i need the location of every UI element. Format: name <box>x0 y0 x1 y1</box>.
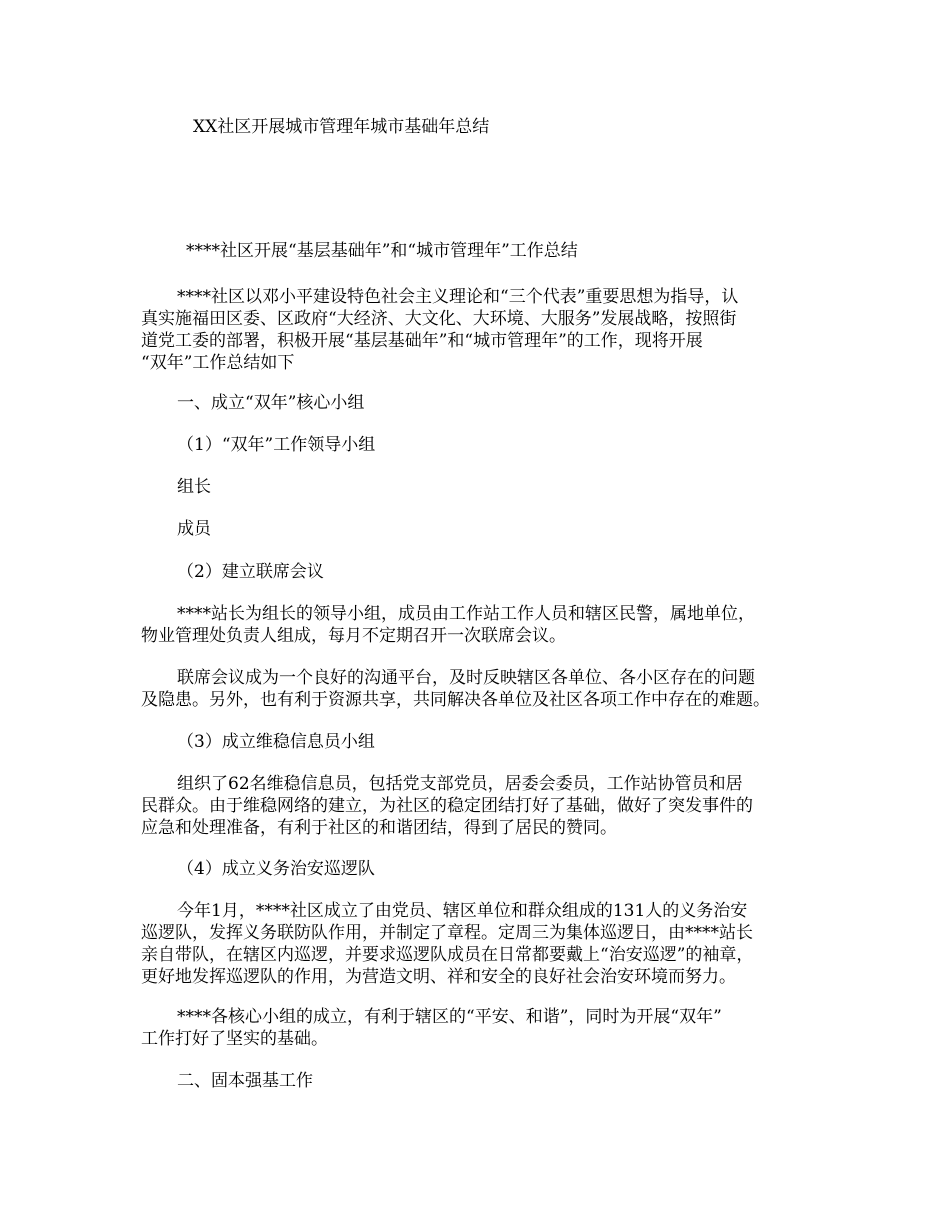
leader-label: 组长 <box>177 477 211 497</box>
paragraph-line: 更好地发挥巡逻队的作用，为营造文明、祥和安全的良好社会治安环境而努力。 <box>141 967 736 987</box>
paragraph-line: 民群众。由于维稳网络的建立，为社区的稳定团结打好了基础，做好了突发事件的 <box>141 796 753 816</box>
paragraph-line: 巡逻队，发挥义务联防队作用，并制定了章程。定周三为集体巡逻日，由****站长 <box>141 923 753 943</box>
subsection-heading-3: （3）成立维稳信息员小组 <box>177 732 375 752</box>
section-heading-2: 二、固本强基工作 <box>177 1071 313 1091</box>
paragraph-line: ****站长为组长的领导小组，成员由工作站工作人员和辖区民警，属地单位， <box>177 604 755 624</box>
paragraph-line: 应急和处理准备，有利于社区的和谐团结，得到了居民的赞同。 <box>141 818 617 838</box>
paragraph-line: 物业管理处负责人组成，每月不定期召开一次联席会议。 <box>141 626 566 646</box>
subsection-heading-1: （1）“双年”工作领导小组 <box>177 435 376 455</box>
paragraph-line: 亲自带队，在辖区内巡逻，并要求巡逻队成员在日常都要戴上“治安巡逻”的袖章， <box>141 945 754 965</box>
meeting-paragraph <box>141 603 831 647</box>
paragraph-line: 真实施福田区委、区政府“大经济、大文化、大环境、大服务”发展战略，按照街 <box>141 309 737 329</box>
summary-paragraph <box>141 1006 831 1050</box>
member-label: 成员 <box>177 519 211 539</box>
intro-paragraph <box>141 286 831 374</box>
stability-paragraph <box>141 773 831 839</box>
paragraph-line: 今年1月，****社区成立了由党员、辖区单位和群众组成的131人的义务治安 <box>177 901 748 921</box>
document-title: XX社区开展城市管理年城市基础年总结 <box>193 117 490 137</box>
platform-paragraph <box>141 667 831 711</box>
paragraph-line: ****各核心小组的成立，有利于辖区的“平安、和谐”，同时为开展“双年” <box>177 1007 722 1027</box>
paragraph-line: 组织了62名维稳信息员，包括党支部党员，居委会委员，工作站协管员和居 <box>177 774 743 794</box>
subsection-heading-4: （4）成立义务治安巡逻队 <box>177 859 375 879</box>
paragraph-line: 道党工委的部署，积极开展“基层基础年”和“城市管理年”的工作，现将开展 <box>141 331 703 351</box>
document-subtitle: ****社区开展“基层基础年”和“城市管理年”工作总结 <box>186 241 578 261</box>
patrol-paragraph <box>141 900 831 988</box>
paragraph-line: “双年”工作总结如下 <box>141 353 295 373</box>
section-heading-1: 一、成立“双年”核心小组 <box>177 393 365 413</box>
subsection-heading-2: （2）建立联席会议 <box>177 562 324 582</box>
paragraph-line: 联席会议成为一个良好的沟通平台，及时反映辖区各单位、各小区存在的问题 <box>177 668 755 688</box>
paragraph-line: ****社区以邓小平建设特色社会主义理论和“三个代表”重要思想为指导，认 <box>177 287 739 307</box>
paragraph-line: 及隐患。另外，也有利于资源共享，共同解决各单位及社区各项工作中存在的难题。 <box>141 690 770 710</box>
paragraph-line: 工作打好了坚实的基础。 <box>141 1029 328 1049</box>
